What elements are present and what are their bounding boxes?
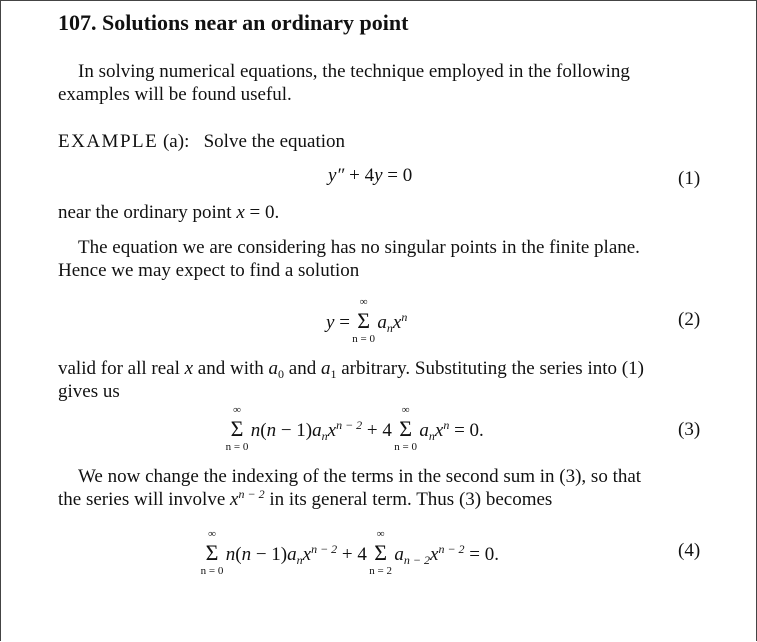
intro-line-2: examples will be found useful. — [58, 84, 292, 105]
equation-2: y = ∞ Σ n = 0 $a_nx^n$ — [326, 296, 408, 345]
example-tag: (a): — [162, 131, 190, 152]
sum-symbol: ∞ Σ n = 0 — [352, 296, 376, 345]
sum-symbol: ∞ Σ n = 0 — [200, 528, 224, 577]
equation-4: ∞ Σ n = 0 $n(n - 1)a_nx^{n - 2} + 4$ ∞ Σ n = 2 $a_{n - 2}x^{n - 2} = 0$. — [200, 528, 500, 577]
equation-1: y″ + 4y = 0 — [328, 165, 413, 186]
near-line: near the ordinary point x = 0. — [58, 202, 280, 223]
equation-4-number: (4) — [678, 540, 701, 561]
sum-symbol: ∞ Σ n = 0 — [394, 404, 417, 453]
change-line-1: We now change the indexing of the terms in the second sum in (3), so that — [78, 466, 642, 487]
example-heading — [58, 130, 345, 153]
section-title: 107. Solutions near an ordinary point — [58, 10, 409, 35]
equation-3-number: (3) — [678, 419, 701, 440]
equation-1-number: (1) — [678, 168, 701, 189]
equation-2-number: (2) — [678, 309, 701, 330]
example-label: EXAMPLE — [58, 131, 159, 152]
example-text: Solve the equation — [203, 131, 346, 152]
intro-line-1: In solving numerical equations, the technique employed in the following — [78, 61, 630, 82]
sum-symbol: ∞ Σ n = 2 — [369, 528, 392, 577]
valid-line-1: valid for all real x and with $a_0$ and $a_1$ arbitrary. Substituting the series into (1) — [58, 358, 644, 381]
change-line-2: the series will involve $x^{n - 2}$ in its general term. Thus (3) becomes — [58, 487, 553, 510]
sum-symbol: ∞ Σ n = 0 — [225, 404, 249, 453]
para2-line-2: Hence we may expect to find a solution — [58, 260, 360, 281]
valid-line-2: gives us — [58, 381, 120, 402]
near-text: near the ordinary point — [58, 202, 232, 223]
equation-3: ∞ Σ n = 0 $n(n - 1)a_nx^{n - 2} + 4$ ∞ Σ n = 0 $a_nx^n = 0$. — [225, 404, 484, 453]
para2-line-1: The equation we are considering has no singular points in the finite plane. — [78, 237, 640, 258]
